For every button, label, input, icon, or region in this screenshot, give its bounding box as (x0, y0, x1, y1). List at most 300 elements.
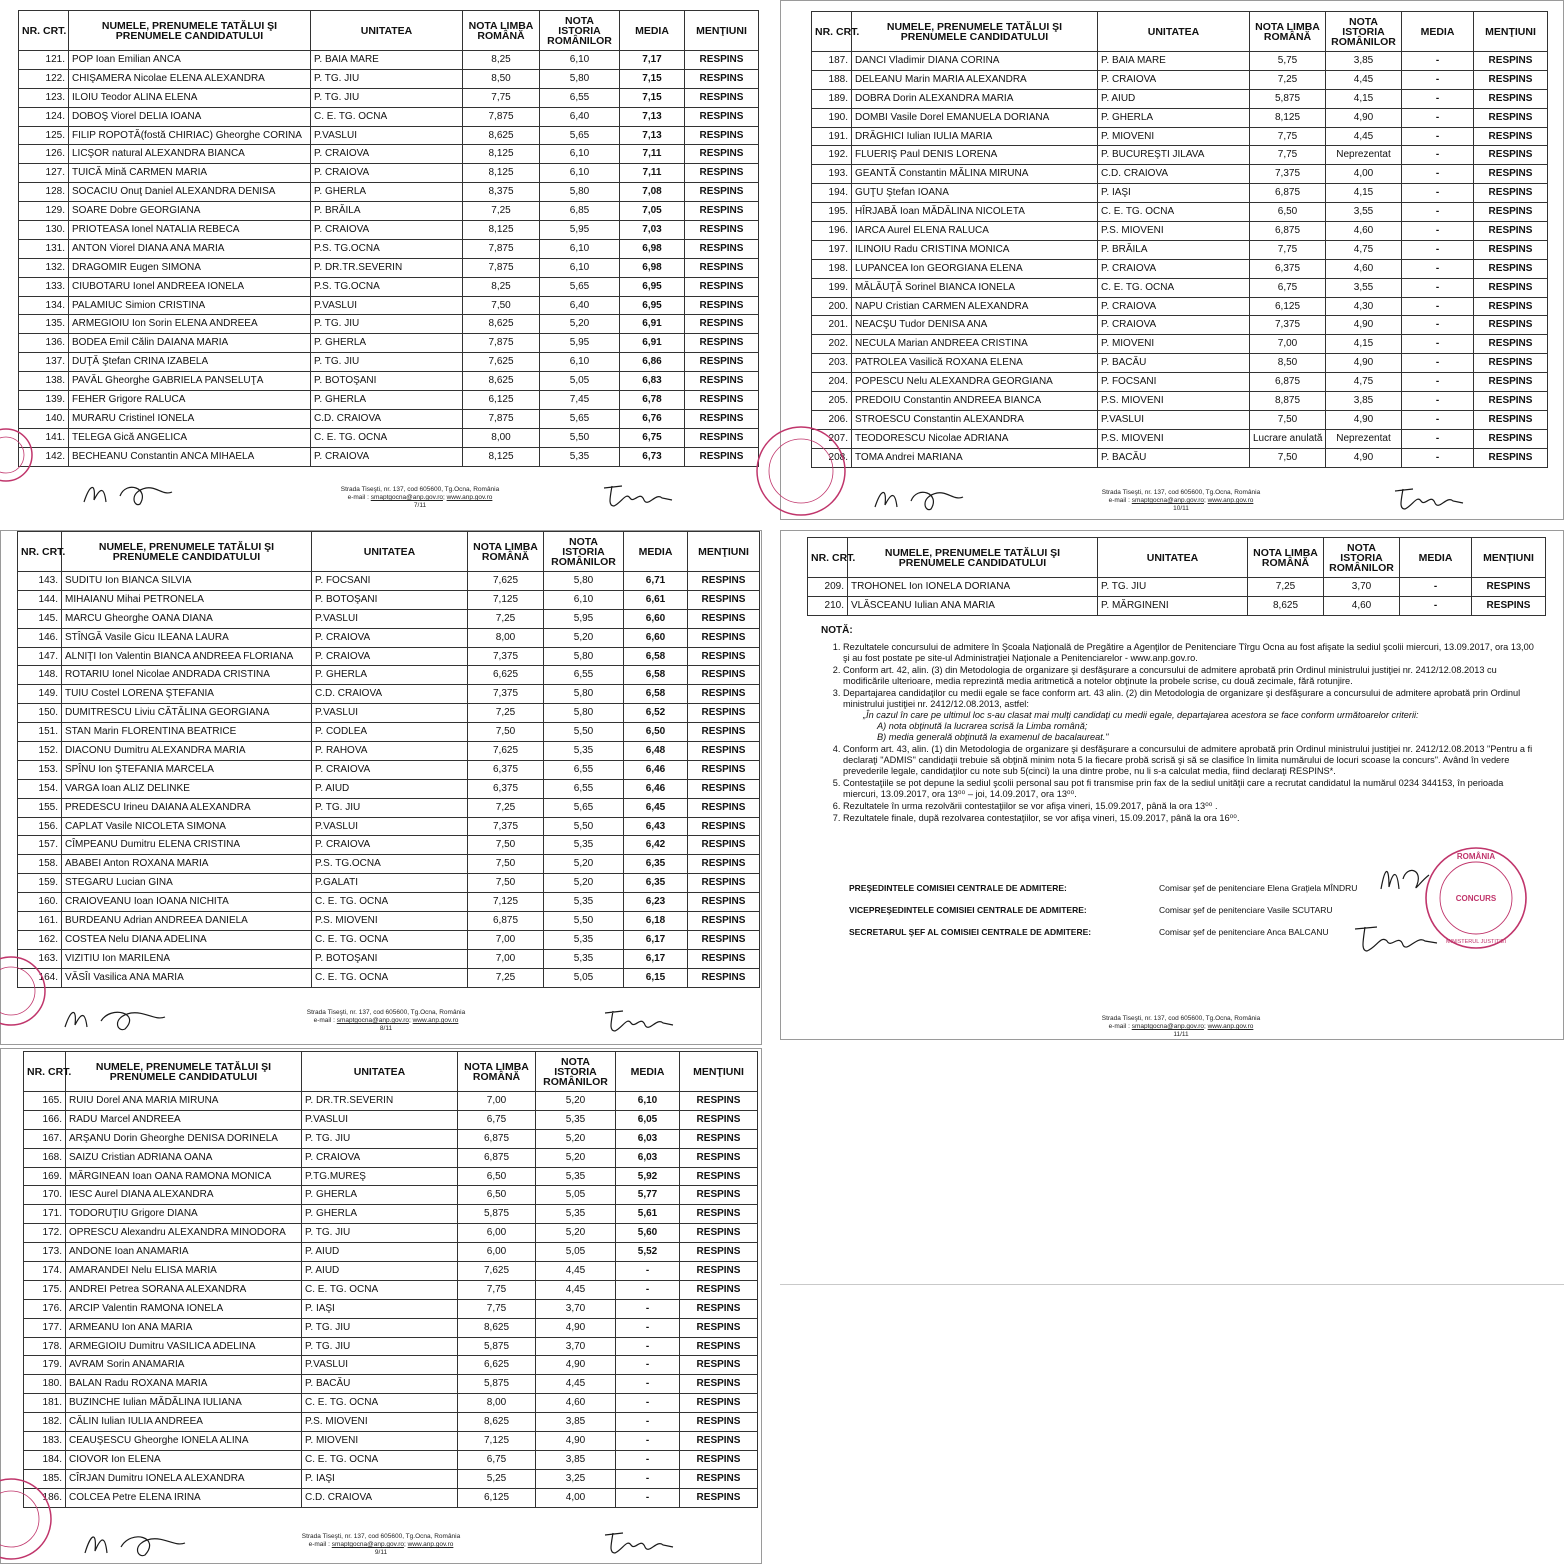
average: - (1402, 354, 1474, 373)
candidate-name: OPRESCU Alexandru ALEXANDRA MINODORA (66, 1224, 302, 1243)
footer-website[interactable]: www.anp.gov.ro (407, 1541, 454, 1548)
average: 6,42 (624, 836, 688, 855)
status: RESPINS (688, 647, 760, 666)
row-number: 128. (19, 183, 69, 202)
unit: C.D. CRAIOVA (312, 685, 468, 704)
footer-website[interactable]: www.anp.gov.ro (412, 1017, 459, 1024)
table-row (812, 108, 1548, 127)
grade-romanian: 7,75 (1250, 146, 1326, 165)
unit: P. AIUD (1098, 89, 1250, 108)
footer-email[interactable]: smaptgocna@anp.gov.ro (1131, 497, 1204, 504)
table-row (812, 52, 1548, 71)
grade-history: 6,55 (544, 666, 624, 685)
status: RESPINS (685, 88, 759, 107)
row-number: 123. (19, 88, 69, 107)
grade-romanian: 6,625 (468, 666, 544, 685)
results-table-11 (807, 537, 1546, 616)
row-number: 201. (812, 316, 852, 335)
average: 6,03 (616, 1129, 680, 1148)
grade-romanian: 7,25 (463, 202, 540, 221)
row-number: 149. (18, 685, 62, 704)
row-number: 140. (19, 409, 69, 428)
average: 6,17 (624, 949, 688, 968)
status: RESPINS (688, 704, 760, 723)
status: RESPINS (1474, 184, 1548, 203)
status: RESPINS (688, 930, 760, 949)
table-row (19, 409, 759, 428)
status: RESPINS (680, 1432, 758, 1451)
row-number: 170. (24, 1186, 66, 1205)
average: 7,05 (620, 202, 685, 221)
average: - (616, 1318, 680, 1337)
grade-romanian: 7,50 (468, 855, 544, 874)
grade-history: 7,45 (540, 391, 620, 410)
row-number: 204. (812, 373, 852, 392)
candidate-name: VIZITIU Ion MARILENA (62, 949, 312, 968)
footer-email[interactable]: smaptgocna@anp.gov.ro (331, 1541, 404, 1548)
row-number: 130. (19, 221, 69, 240)
grade-history: 5,35 (544, 836, 624, 855)
footer-website[interactable]: www.anp.gov.ro (446, 494, 493, 501)
grade-history: 4,45 (536, 1375, 616, 1394)
candidate-name: TOMA Andrei MARIANA (852, 448, 1098, 467)
signature-right (601, 1003, 681, 1035)
average: - (1402, 127, 1474, 146)
unit: P.S. TG.OCNA (312, 855, 468, 874)
header-romana: NOTA LIMBA ROMÂNĂ (1250, 12, 1326, 52)
grade-history: 5,20 (536, 1092, 616, 1111)
unit: P.S. MIOVENI (1098, 222, 1250, 241)
grade-romanian: 8,125 (463, 447, 540, 466)
average: 6,48 (624, 742, 688, 761)
unit: P. DR.TR.SEVERIN (302, 1092, 458, 1111)
unit: P. CRAIOVA (311, 145, 463, 164)
signature-right (1391, 481, 1471, 515)
table-row (24, 1148, 758, 1167)
candidate-name: COLCEA Petre ELENA IRINA (66, 1488, 302, 1507)
average: - (616, 1488, 680, 1507)
unit: P. TG. JIU (311, 353, 463, 372)
header-mentiuni: MENŢIUNI (688, 532, 760, 572)
unit: P. GHERLA (311, 391, 463, 410)
candidate-name: PREDESCU Irineu DAIANA ALEXANDRA (62, 798, 312, 817)
page-number: 7/11 (413, 502, 427, 509)
status: RESPINS (1474, 52, 1548, 71)
grade-history: 4,90 (536, 1432, 616, 1451)
grade-romanian: 5,875 (458, 1375, 536, 1394)
grade-romanian: 7,00 (468, 949, 544, 968)
unit: P. TG. JIU (312, 798, 468, 817)
candidate-name: MURARU Cristinel IONELA (69, 409, 311, 428)
note-3-text: Departajarea candidaţilor cu medii egale se face conform art. 43 alin. (2) din Metodologia de organizare şi desfăşurare a concursului de admitere aprobată prin Ordinul ministrului justiţiei nr. 2412/12.08.2013, astfel: (843, 688, 1521, 709)
status: RESPINS (685, 391, 759, 410)
candidate-name: NAPU Cristian CARMEN ALEXANDRA (852, 297, 1098, 316)
grade-romanian: 7,75 (463, 88, 540, 107)
unit: P.VASLUI (302, 1110, 458, 1129)
status: RESPINS (680, 1129, 758, 1148)
grade-history: 5,50 (544, 817, 624, 836)
unit: P. TG. JIU (302, 1318, 458, 1337)
average: 6,46 (624, 779, 688, 798)
status: RESPINS (1474, 410, 1548, 429)
average: 6,58 (624, 685, 688, 704)
candidate-name: ARŞANU Dorin Gheorghe DENISA DORINELA (66, 1129, 302, 1148)
table-row (812, 354, 1548, 373)
grade-history: 4,75 (1326, 240, 1402, 259)
status: RESPINS (685, 409, 759, 428)
unit: P. AIUD (302, 1243, 458, 1262)
average: 7,15 (620, 69, 685, 88)
commission-person: Comisar şef de penitenciare Elena Graţiela MÎNDRU (1159, 883, 1358, 893)
grade-romanian: 7,50 (468, 874, 544, 893)
unit: P. BOTOŞANI (312, 590, 468, 609)
candidate-name: ILINOIU Radu CRISTINA MONICA (852, 240, 1098, 259)
table-row (24, 1318, 758, 1337)
grade-romanian: 6,00 (458, 1243, 536, 1262)
grade-history: 5,95 (540, 221, 620, 240)
grade-history: 3,70 (536, 1337, 616, 1356)
unit: C. E. TG. OCNA (302, 1280, 458, 1299)
candidate-name: ROTARIU Ionel Nicolae ANDRADA CRISTINA (62, 666, 312, 685)
row-number: 146. (18, 628, 62, 647)
candidate-name: STROESCU Constantin ALEXANDRA (852, 410, 1098, 429)
grade-history: 6,10 (540, 164, 620, 183)
unit: P. CRAIOVA (1098, 297, 1250, 316)
status: RESPINS (688, 855, 760, 874)
unit: C. E. TG. OCNA (312, 968, 468, 987)
average: 6,46 (624, 760, 688, 779)
row-number: 125. (19, 126, 69, 145)
grade-history: 4,45 (1326, 70, 1402, 89)
header-name: NUMELE, PRENUMELE TATĂLUI ŞI PRENUMELE CANDIDATULUI (69, 11, 311, 51)
row-number: 134. (19, 296, 69, 315)
status: RESPINS (685, 221, 759, 240)
grade-romanian: 7,00 (468, 930, 544, 949)
table-row (19, 258, 759, 277)
status: RESPINS (680, 1356, 758, 1375)
status: RESPINS (685, 353, 759, 372)
header-unit: UNITATEA (302, 1052, 458, 1092)
table-row (812, 184, 1548, 203)
table-row (24, 1469, 758, 1488)
table-row (18, 760, 760, 779)
candidate-name: MIHAIANU Mihai PETRONELA (62, 590, 312, 609)
candidate-name: LUPANCEA Ion GEORGIANA ELENA (852, 259, 1098, 278)
table-row (19, 51, 759, 70)
table-row (812, 392, 1548, 411)
grade-romanian: 6,75 (458, 1110, 536, 1129)
table-row (24, 1224, 758, 1243)
average: - (1402, 52, 1474, 71)
grade-history: 4,45 (536, 1280, 616, 1299)
status: RESPINS (680, 1450, 758, 1469)
average: - (1402, 316, 1474, 335)
average: 7,08 (620, 183, 685, 202)
unit: P.VASLUI (312, 817, 468, 836)
table-row (812, 448, 1548, 467)
candidate-name: CHIŞAMERA Nicolae ELENA ALEXANDRA (69, 69, 311, 88)
header-mentiuni: MENŢIUNI (680, 1052, 758, 1092)
average: - (1402, 89, 1474, 108)
unit: C. E. TG. OCNA (312, 930, 468, 949)
status: RESPINS (688, 874, 760, 893)
unit: P. IAŞI (302, 1469, 458, 1488)
page-footer: Strada Tiseşti, nr. 137, cod 605600, Tg.Ocna, România e-mail : smaptgocna@anp.gov.ro; www.anp.gov.ro 7/11 (300, 486, 540, 510)
average: 6,60 (624, 609, 688, 628)
average: - (616, 1413, 680, 1432)
unit: P. IAŞI (302, 1299, 458, 1318)
grade-history: 5,35 (536, 1110, 616, 1129)
grade-romanian: 6,875 (1250, 184, 1326, 203)
grade-history: 4,75 (1326, 373, 1402, 392)
status: RESPINS (1474, 297, 1548, 316)
grade-history: 4,00 (1326, 165, 1402, 184)
average: 5,52 (616, 1243, 680, 1262)
unit: P. BAIA MARE (1098, 52, 1250, 71)
candidate-name: DOBOŞ Viorel DELIA IOANA (69, 107, 311, 126)
grade-history: 6,55 (544, 760, 624, 779)
status: RESPINS (1474, 203, 1548, 222)
header-istoria: NOTA ISTORIA ROMÂNILOR (540, 11, 620, 51)
average: 6,03 (616, 1148, 680, 1167)
candidate-name: DUMITRESCU Liviu CĂTĂLINA GEORGIANA (62, 704, 312, 723)
grade-history: 3,55 (1326, 278, 1402, 297)
grade-history: 4,60 (1326, 259, 1402, 278)
table-row (18, 949, 760, 968)
table-row (19, 315, 759, 334)
candidate-name: VLĂSCEANU Iulian ANA MARIA (848, 596, 1098, 615)
row-number: 151. (18, 723, 62, 742)
table-row (18, 704, 760, 723)
grade-history: 6,40 (540, 296, 620, 315)
average: 6,58 (624, 647, 688, 666)
grade-history: 5,80 (544, 704, 624, 723)
average: - (1402, 335, 1474, 354)
grade-history: 4,90 (536, 1356, 616, 1375)
status: RESPINS (685, 107, 759, 126)
unit: P.TG.MUREŞ (302, 1167, 458, 1186)
footer-email[interactable]: smaptgocna@anp.gov.ro (1131, 1023, 1204, 1030)
status: RESPINS (680, 1280, 758, 1299)
grade-romanian: 6,875 (458, 1148, 536, 1167)
average: 6,10 (616, 1092, 680, 1111)
candidate-name: BURDEANU Adrian ANDREEA DANIELA (62, 912, 312, 931)
grade-romanian: 7,00 (458, 1092, 536, 1111)
average: 6,95 (620, 296, 685, 315)
footer-website[interactable]: www.anp.gov.ro (1207, 1023, 1254, 1030)
grade-romanian: 7,75 (1250, 240, 1326, 259)
status: RESPINS (685, 183, 759, 202)
candidate-name: ALNIŢI Ion Valentin BIANCA ANDREEA FLORIANA (62, 647, 312, 666)
average: - (1402, 297, 1474, 316)
header-nr: NR. CRT. (19, 11, 69, 51)
candidate-name: TODORUŢIU Grigore DIANA (66, 1205, 302, 1224)
table-row (18, 742, 760, 761)
unit: P. CRAIOVA (312, 760, 468, 779)
candidate-name: ABABEI Anton ROXANA MARIA (62, 855, 312, 874)
table-row (18, 590, 760, 609)
page-footer: Strada Tiseşti, nr. 137, cod 605600, Tg.Ocna, România e-mail : smaptgocna@anp.gov.ro; www.anp.gov.ro 8/11 (266, 1009, 506, 1033)
footer-website[interactable]: www.anp.gov.ro (1207, 497, 1254, 504)
row-number: 173. (24, 1243, 66, 1262)
footer-address: Strada Tiseşti, nr. 137, cod 605600, Tg.Ocna, România (1101, 1015, 1261, 1022)
table-row (18, 912, 760, 931)
grade-history: 4,15 (1326, 89, 1402, 108)
table-row (812, 297, 1548, 316)
row-number: 196. (812, 222, 852, 241)
results-table-7 (18, 10, 759, 467)
grade-romanian: 6,125 (1250, 297, 1326, 316)
unit: P. BAIA MARE (311, 51, 463, 70)
unit: P.S. MIOVENI (1098, 392, 1250, 411)
row-number: 202. (812, 335, 852, 354)
table-row (24, 1413, 758, 1432)
table-row (24, 1432, 758, 1451)
candidate-name: MĂRGINEAN Ioan OANA RAMONA MONICA (66, 1167, 302, 1186)
table-row (19, 428, 759, 447)
average: 6,83 (620, 372, 685, 391)
unit: P. BOTOŞANI (311, 372, 463, 391)
note-3-criteria-b: B) media generală obţinută la examenul de bacalaureat." (877, 732, 1109, 742)
grade-history: 5,80 (544, 647, 624, 666)
candidate-name: BALAN Radu ROXANA MARIA (66, 1375, 302, 1394)
grade-romanian: 5,875 (1250, 89, 1326, 108)
row-number: 209. (808, 578, 848, 597)
status: RESPINS (680, 1092, 758, 1111)
footer-email[interactable]: smaptgocna@anp.gov.ro (336, 1017, 409, 1024)
table-row (812, 316, 1548, 335)
grade-romanian: 7,875 (463, 334, 540, 353)
average: - (1400, 578, 1472, 597)
grade-romanian: 8,625 (463, 315, 540, 334)
grade-romanian: 8,125 (463, 221, 540, 240)
status: RESPINS (1474, 70, 1548, 89)
status: RESPINS (688, 590, 760, 609)
grade-history: 6,10 (544, 590, 624, 609)
unit: C. E. TG. OCNA (312, 893, 468, 912)
header-unit: UNITATEA (312, 532, 468, 572)
signature-left (80, 478, 180, 510)
status: RESPINS (680, 1110, 758, 1129)
grade-history: 3,85 (536, 1450, 616, 1469)
header-unit: UNITATEA (1098, 12, 1250, 52)
row-number: 210. (808, 596, 848, 615)
average: 6,98 (620, 239, 685, 258)
candidate-name: ANDONE Ioan ANAMARIA (66, 1243, 302, 1262)
grade-history: 3,85 (1326, 392, 1402, 411)
header-mentiuni: MENŢIUNI (1472, 538, 1546, 578)
candidate-name: ANDREI Petrea SORANA ALEXANDRA (66, 1280, 302, 1299)
average: 6,05 (616, 1110, 680, 1129)
candidate-name: STAN Marin FLORENTINA BEATRICE (62, 723, 312, 742)
grade-history: 4,90 (536, 1318, 616, 1337)
unit: P. GHERLA (302, 1186, 458, 1205)
status: RESPINS (688, 742, 760, 761)
table-row (812, 89, 1548, 108)
candidate-name: TEODORESCU Nicolae ADRIANA (852, 429, 1098, 448)
candidate-name: NEACŞU Tudor DENISA ANA (852, 316, 1098, 335)
table-row (812, 127, 1548, 146)
table-row (24, 1186, 758, 1205)
table-row (19, 145, 759, 164)
average: 6,18 (624, 912, 688, 931)
unit: P. TG. JIU (1098, 578, 1248, 597)
candidate-name: BECHEANU Constantin ANCA MIHAELA (69, 447, 311, 466)
status: RESPINS (685, 164, 759, 183)
grade-history: 5,20 (536, 1129, 616, 1148)
footer-email[interactable]: smaptgocna@anp.gov.ro (370, 494, 443, 501)
commission-role: SECRETARUL ŞEF AL COMISIEI CENTRALE DE ADMITERE: (849, 927, 1092, 937)
row-number: 177. (24, 1318, 66, 1337)
candidate-name: STÎNGĂ Vasile Gicu ILEANA LAURA (62, 628, 312, 647)
unit: P. MIOVENI (1098, 335, 1250, 354)
row-number: 122. (19, 69, 69, 88)
table-row (19, 126, 759, 145)
unit: P. MIOVENI (302, 1432, 458, 1451)
table-row (18, 685, 760, 704)
page-footer: Strada Tiseşti, nr. 137, cod 605600, Tg.Ocna, România e-mail : smaptgocna@anp.gov.ro; www.anp.gov.ro 10/11 (1061, 489, 1301, 513)
grade-history: 5,80 (544, 572, 624, 591)
average: - (1402, 429, 1474, 448)
row-number: 208. (812, 448, 852, 467)
footer-email-label: e-mail : (1108, 497, 1130, 504)
status: RESPINS (680, 1243, 758, 1262)
status: RESPINS (685, 447, 759, 466)
signature-secretary (1351, 919, 1441, 959)
status: RESPINS (685, 277, 759, 296)
average: 6,98 (620, 258, 685, 277)
grade-history: 5,05 (536, 1186, 616, 1205)
table-row (19, 391, 759, 410)
candidate-name: PRIOTEASA Ionel NATALIA REBECA (69, 221, 311, 240)
unit: P. BRĂILA (311, 202, 463, 221)
table-row (812, 278, 1548, 297)
grade-romanian: 6,875 (1250, 373, 1326, 392)
status: RESPINS (685, 51, 759, 70)
row-number: 147. (18, 647, 62, 666)
grade-romanian: 5,875 (458, 1205, 536, 1224)
table-row (18, 874, 760, 893)
row-number: 154. (18, 779, 62, 798)
grade-history: 5,80 (540, 183, 620, 202)
table-row (19, 107, 759, 126)
table-row (24, 1280, 758, 1299)
footer-address: Strada Tiseşti, nr. 137, cod 605600, Tg.Ocna, România (1101, 489, 1261, 496)
row-number: 175. (24, 1280, 66, 1299)
grade-history: 5,20 (536, 1148, 616, 1167)
grade-history: 4,60 (1326, 222, 1402, 241)
unit: P. TG. JIU (311, 69, 463, 88)
row-number: 181. (24, 1394, 66, 1413)
grade-romanian: 7,125 (468, 590, 544, 609)
row-number: 191. (812, 127, 852, 146)
row-number: 153. (18, 760, 62, 779)
candidate-name: DUŢĂ Ştefan CRINA IZABELA (69, 353, 311, 372)
unit: P. CRAIOVA (312, 647, 468, 666)
commission-row-president (849, 883, 1469, 905)
header-name: NUMELE, PRENUMELE TATĂLUI ŞI PRENUMELE CANDIDATULUI (852, 12, 1098, 52)
status: RESPINS (685, 258, 759, 277)
status: RESPINS (1474, 146, 1548, 165)
table-row (18, 572, 760, 591)
grade-romanian: 7,125 (458, 1432, 536, 1451)
grade-romanian: 8,375 (463, 183, 540, 202)
signature-right (601, 1525, 681, 1559)
grade-romanian: 7,50 (1250, 448, 1326, 467)
status: RESPINS (685, 296, 759, 315)
grade-romanian: 6,50 (458, 1167, 536, 1186)
table-row (812, 240, 1548, 259)
